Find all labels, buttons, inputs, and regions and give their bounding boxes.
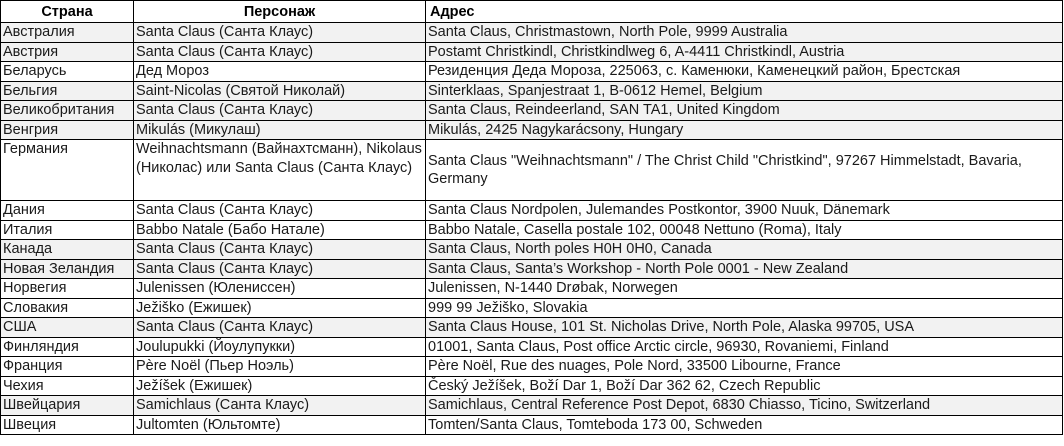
address-cell: Père Noël, Rue des nuages, Pole Nord, 33500 Libourne, France [426,357,1063,377]
character-cell: Santa Claus (Санта Клаус) [134,318,426,338]
character-cell: Дед Мороз [134,62,426,82]
country-cell: Австрия [1,42,134,62]
address-cell: Julenissen, N-1440 Drøbak, Norwegen [426,279,1063,299]
address-cell: Mikulás, 2425 Nagykarácsony, Hungary [426,120,1063,140]
address-cell: Santa Claus, Reindeerland, SAN TA1, United Kingdom [426,101,1063,121]
table-row [1,42,1063,62]
table-row [1,318,1063,338]
country-cell: Беларусь [1,62,134,82]
table-row [1,357,1063,377]
country-cell: Италия [1,220,134,240]
country-cell: Бельгия [1,81,134,101]
table-row [1,201,1063,221]
country-cell: Швеция [1,415,134,435]
country-cell: Франция [1,357,134,377]
table-row [1,298,1063,318]
character-cell: Samichlaus (Санта Клаус) [134,396,426,416]
country-cell: Австралия [1,23,134,43]
character-cell: Santa Claus (Санта Клаус) [134,101,426,121]
country-cell: Канада [1,240,134,260]
table-row [1,140,1063,201]
address-cell: Santa Claus Nordpolen, Julemandes Postkontor, 3900 Nuuk, Dänemark [426,201,1063,221]
address-cell: Babbo Natale, Casella postale 102, 00048 Nettuno (Roma), Italy [426,220,1063,240]
address-cell: Samichlaus, Central Reference Post Depot, 6830 Chiasso, Ticino, Switzerland [426,396,1063,416]
country-cell: Великобритания [1,101,134,121]
character-cell: Ježiško (Ежишек) [134,298,426,318]
address-cell: Santa Claus, Santa’s Workshop - North Pole 0001 - New Zealand [426,259,1063,279]
address-cell: Santa Claus "Weihnachtsmann" / The Christ Child "Christkind", 97267 Himmelstadt, Bavaria, Germany [426,140,1063,201]
table-row [1,337,1063,357]
address-cell: Sinterklaas, Spanjestraat 1, B-0612 Hemel, Belgium [426,81,1063,101]
table-row [1,220,1063,240]
character-cell: Babbo Natale (Бабо Натале) [134,220,426,240]
country-cell: Швейцария [1,396,134,416]
character-cell: Santa Claus (Санта Клаус) [134,23,426,43]
country-cell: Новая Зеландия [1,259,134,279]
character-cell: Mikulás (Микулаш) [134,120,426,140]
address-cell: Postamt Christkindl, Christkindlweg 6, A-4411 Christkindl, Austria [426,42,1063,62]
table-row [1,279,1063,299]
address-cell: Santa Claus, Christmastown, North Pole, 9999 Australia [426,23,1063,43]
header-character: Персонаж [134,1,426,23]
table-row [1,23,1063,43]
character-cell: Jultomten (Юльтомте) [134,415,426,435]
character-cell: Santa Claus (Санта Клаус) [134,240,426,260]
character-cell: Santa Claus (Санта Клаус) [134,42,426,62]
table-row [1,415,1063,435]
character-cell: Weihnachtsmann (Вайнахтсманн), Nikolaus (Николас) или Santa Claus (Санта Клаус) [134,140,426,201]
header-row [1,1,1063,23]
character-cell: Santa Claus (Санта Клаус) [134,201,426,221]
address-cell: 999 99 Ježiško, Slovakia [426,298,1063,318]
country-cell: Дания [1,201,134,221]
character-cell: Saint-Nicolas (Святой Николай) [134,81,426,101]
country-cell: Германия [1,140,134,201]
address-cell: Santa Claus House, 101 St. Nicholas Drive, North Pole, Alaska 99705, USA [426,318,1063,338]
table-row [1,81,1063,101]
country-cell: Венгрия [1,120,134,140]
table-row [1,240,1063,260]
character-cell: Julenissen (Юлениссен) [134,279,426,299]
country-cell: Словакия [1,298,134,318]
table-row [1,120,1063,140]
character-cell: Père Noël (Пьер Ноэль) [134,357,426,377]
country-cell: Финляндия [1,337,134,357]
character-cell: Santa Claus (Санта Клаус) [134,259,426,279]
header-country: Страна [1,1,134,23]
country-cell: Норвегия [1,279,134,299]
character-cell: Ježíšek (Ежишек) [134,376,426,396]
table-row [1,62,1063,82]
header-address: Адрес [426,1,1063,23]
country-cell: США [1,318,134,338]
character-cell: Joulupukki (Йоулупукки) [134,337,426,357]
table-row [1,101,1063,121]
table-row [1,376,1063,396]
table-row [1,396,1063,416]
table-row [1,259,1063,279]
address-cell: 01001, Santa Claus, Post office Arctic circle, 96930, Rovaniemi, Finland [426,337,1063,357]
address-cell: Резиденция Деда Мороза, 225063, с. Каменюки, Каменецкий район, Брестская [426,62,1063,82]
address-cell: Český Ježíšek, Boží Dar 1, Boží Dar 362 62, Czech Republic [426,376,1063,396]
address-cell: Santa Claus, North poles H0H 0H0, Canada [426,240,1063,260]
country-cell: Чехия [1,376,134,396]
address-cell: Tomten/Santa Claus, Tomteboda 173 00, Schweden [426,415,1063,435]
